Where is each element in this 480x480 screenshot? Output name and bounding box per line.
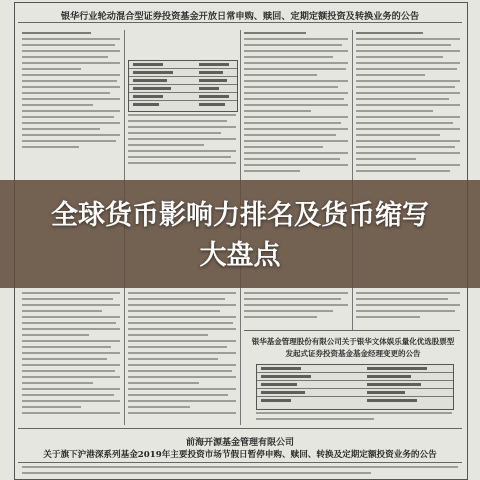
text-column — [22, 32, 120, 152]
text-column — [244, 32, 348, 177]
text-column — [356, 32, 460, 177]
text-column — [356, 292, 460, 326]
text-column — [128, 292, 236, 422]
top-notice-title: 银华行业轮动混合型证券投资基金开放日常申购、赎回、定期定额投资及转换业务的公告 — [60, 11, 420, 22]
bottom-notice-org: 前海开源基金管理有限公司 — [185, 438, 294, 448]
text-column — [256, 412, 452, 426]
text-column — [128, 114, 236, 174]
section-rule — [244, 330, 460, 331]
manager-table — [256, 364, 454, 410]
right-notice-title: 银华基金管理股份有限公司关于银华文体娱乐量化优选股票型发起式证券投资基金基金经理变更的公告 — [251, 337, 455, 358]
bottom-rule — [18, 462, 462, 463]
data-table — [128, 60, 238, 112]
bottom-notice-title: 关于旗下沪港深系列基金2019年主要投资市场节假日暂停申购、赎回、转换及定期定额投资业务的公告 — [43, 450, 437, 460]
text-column — [244, 292, 348, 326]
bottom-rule — [18, 428, 462, 429]
banner-title: 全球货币影响力排名及货币缩写大盘点 — [51, 200, 429, 271]
text-column — [22, 466, 458, 476]
header-rule — [18, 22, 462, 23]
text-column — [22, 292, 120, 422]
